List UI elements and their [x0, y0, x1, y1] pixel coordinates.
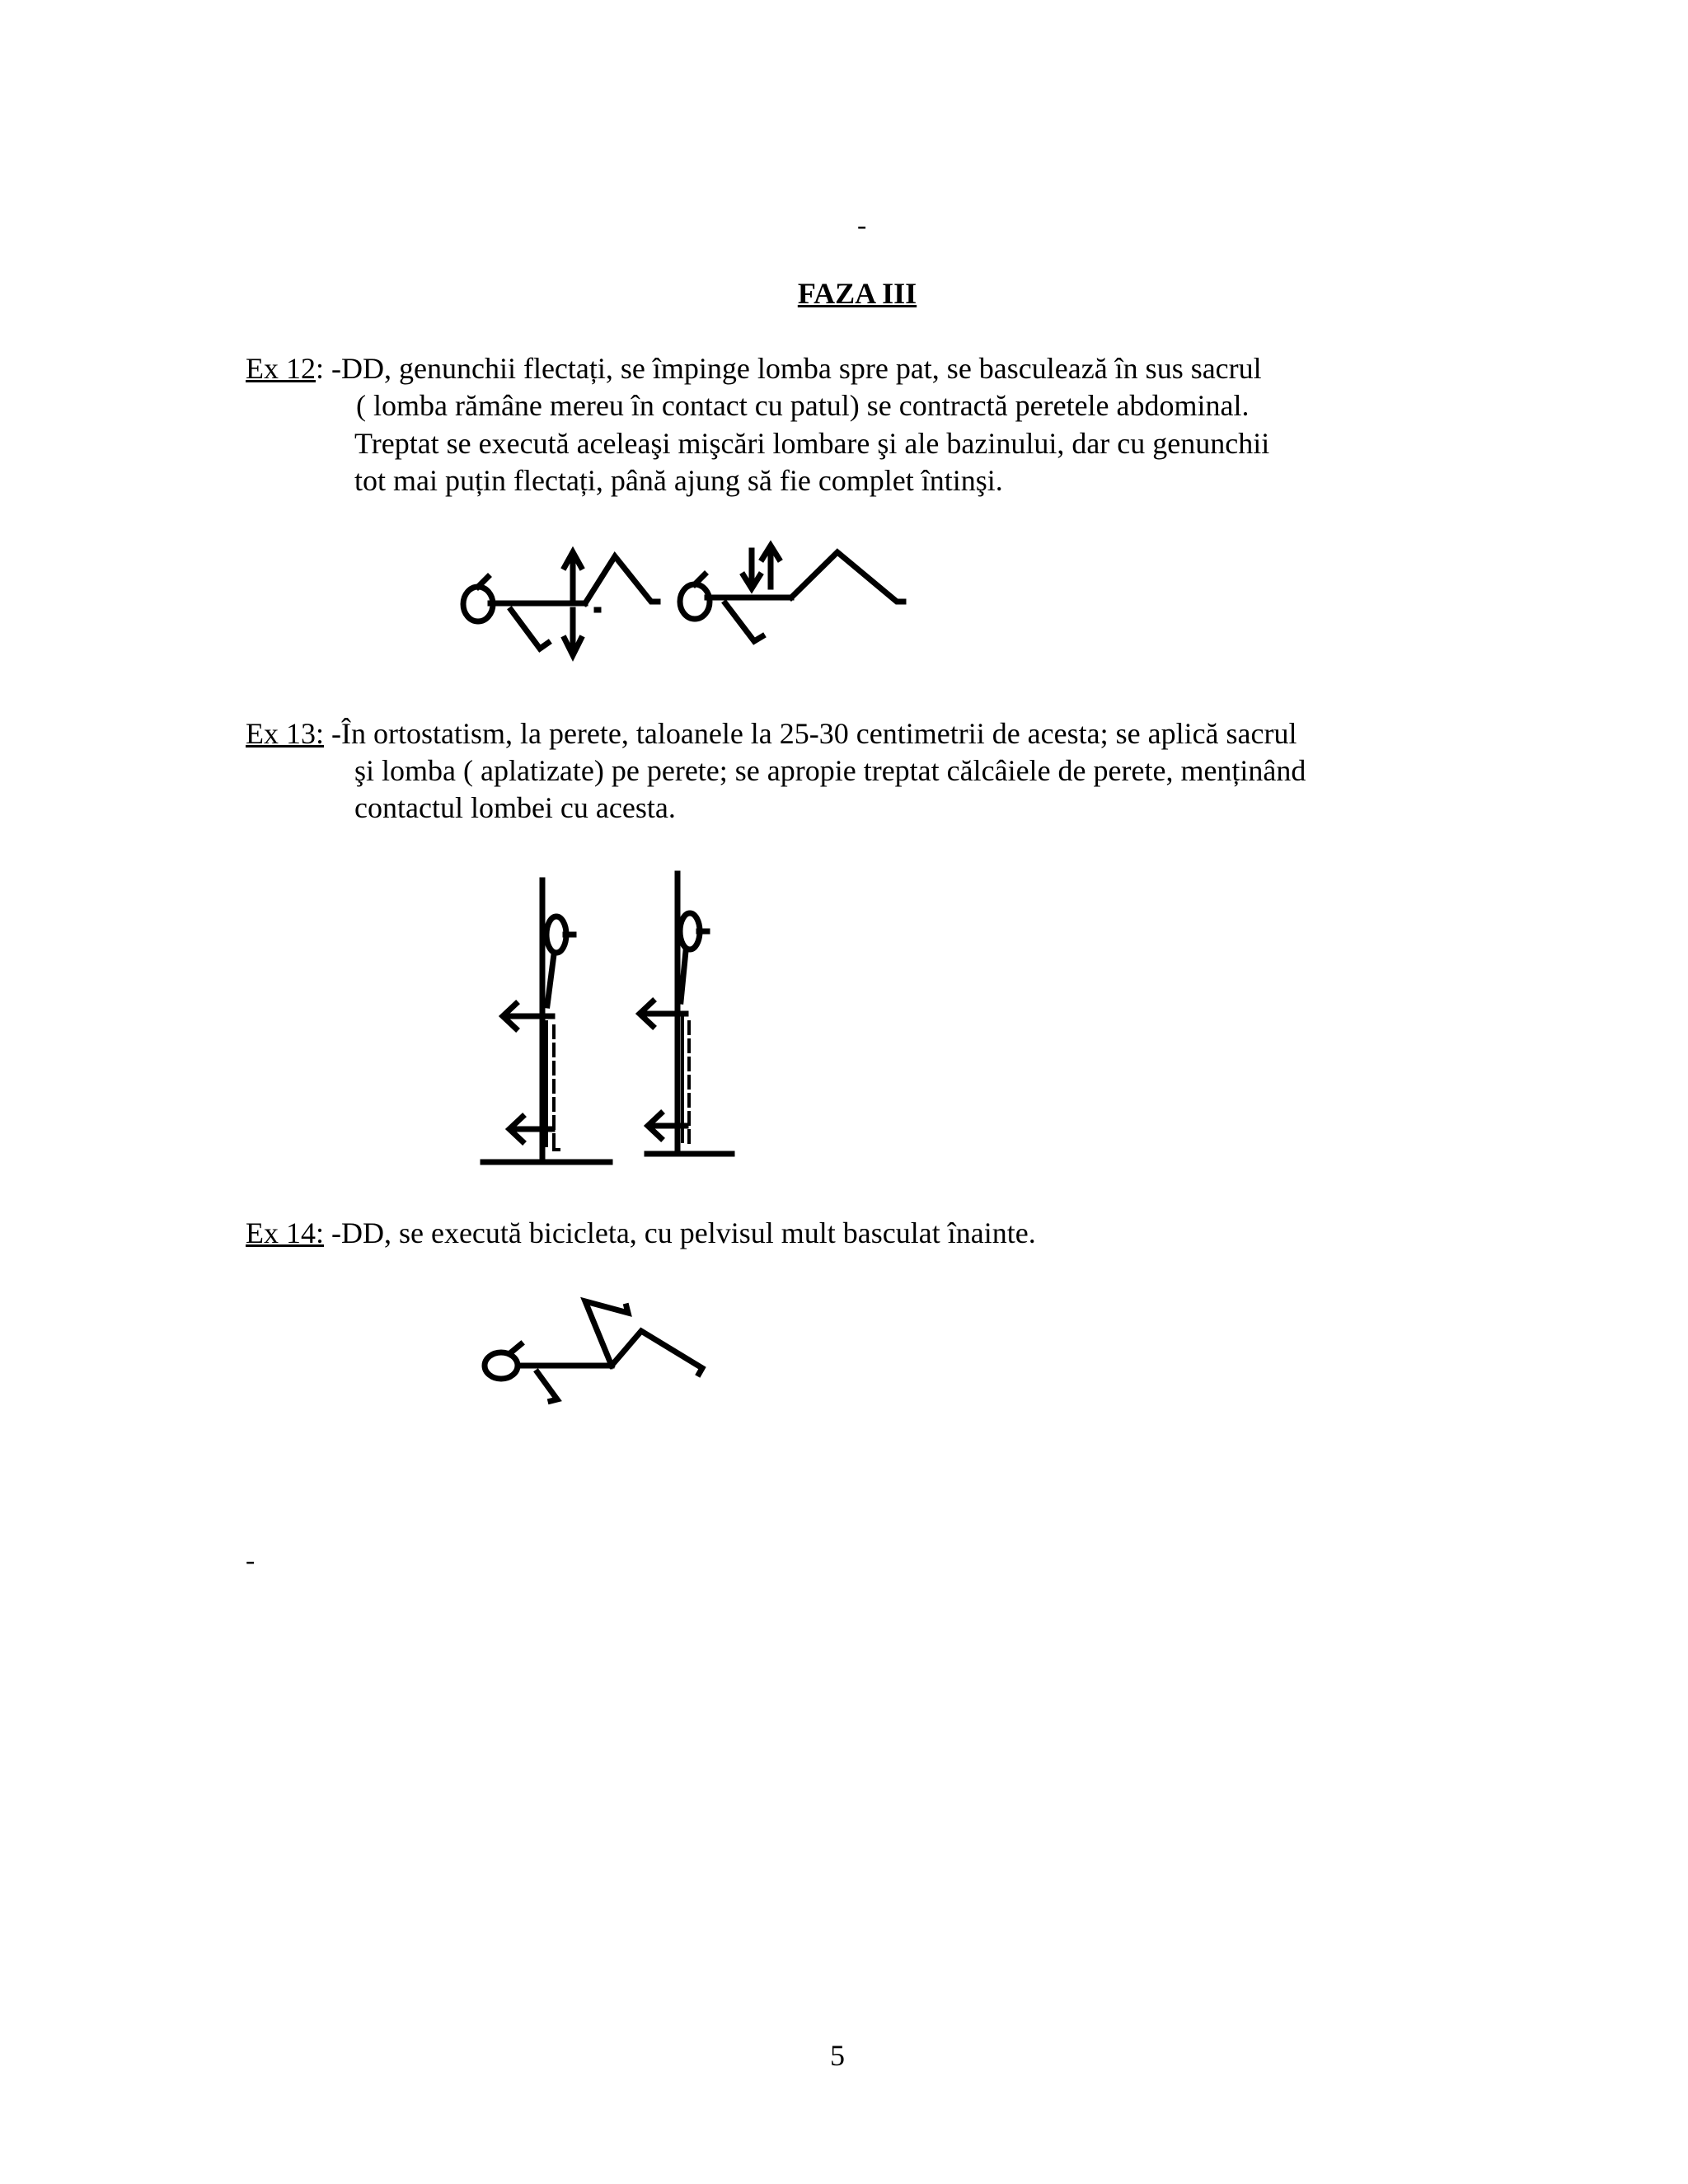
ex14-neck-icon	[511, 1344, 521, 1352]
exercise-12-line-2: ( lomba rămâne mereu în contact cu patul) se contractă peretele abdominal.	[356, 389, 1250, 422]
exercise-12-label-text: Ex 12	[246, 352, 316, 385]
exercise-12-line-4: tot mai puțin flectați, până ajung să fie complet întinşi.	[354, 464, 1003, 497]
ex13-fig1-back-icon	[547, 954, 554, 1005]
exercise-12-line-1: -DD, genunchii flectați, se împinge lomba spre pat, se basculează în sus sacrul	[331, 352, 1262, 385]
ex13-fig2	[640, 874, 732, 1154]
exercise-13-line-3: contactul lombei cu acesta.	[354, 791, 676, 824]
exercise-12-line-3: Treptat se execută aceleaşi mişcări lombare şi ale bazinului, dar cu genunchii	[354, 427, 1270, 460]
ex14-arm-icon	[537, 1372, 557, 1401]
exercise-13-label-text: Ex 13:	[246, 717, 324, 750]
exercise-12-figure	[445, 536, 923, 668]
exercise-12-label	[246, 350, 1262, 387]
ex12-fig1-arm-icon	[511, 610, 548, 649]
exercise-13-line-1: -În ortostatism, la perete, taloanele la 25-30 centimetrii de acesta; se aplică sacrul	[331, 717, 1297, 750]
exercise-13-figure	[478, 865, 742, 1170]
exercise-13-line-2: şi lomba ( aplatizate) pe perete; se apropie treptat călcâiele de perete, menținând	[354, 754, 1306, 787]
section-title: FAZA III	[797, 277, 917, 310]
exercise-14-label	[246, 1215, 1036, 1251]
page-number: 5	[830, 2039, 845, 2072]
ex12-fig2-legs-icon	[791, 552, 903, 602]
ex12-fig2-head-icon	[680, 584, 710, 619]
exercise-14-line-1: -DD, se execută bicicleta, cu pelvisul mult basculat înainte.	[331, 1216, 1036, 1249]
exercise-13-label-suffix	[324, 717, 331, 750]
ex14-extended-leg-icon	[612, 1331, 702, 1374]
top-dash-mark: -	[857, 210, 867, 241]
bottom-dash-mark: -	[246, 1545, 256, 1576]
exercise-13-label	[246, 715, 1297, 752]
ex12-fig1-neck-icon	[478, 577, 488, 587]
ex12-fig1-legs-icon	[585, 556, 658, 603]
exercise-14-figure	[470, 1290, 734, 1413]
ex13-fig2-back-icon	[681, 951, 686, 1001]
exercise-14-label-suffix	[324, 1216, 331, 1249]
ex12-fig2-neck-icon	[695, 574, 705, 584]
exercise-14-label-text: Ex 14:	[246, 1216, 324, 1249]
exercise-12-label-suffix: :	[316, 352, 332, 385]
ex12-fig2-arm-icon	[725, 603, 762, 641]
ex14-head-icon	[485, 1352, 518, 1379]
